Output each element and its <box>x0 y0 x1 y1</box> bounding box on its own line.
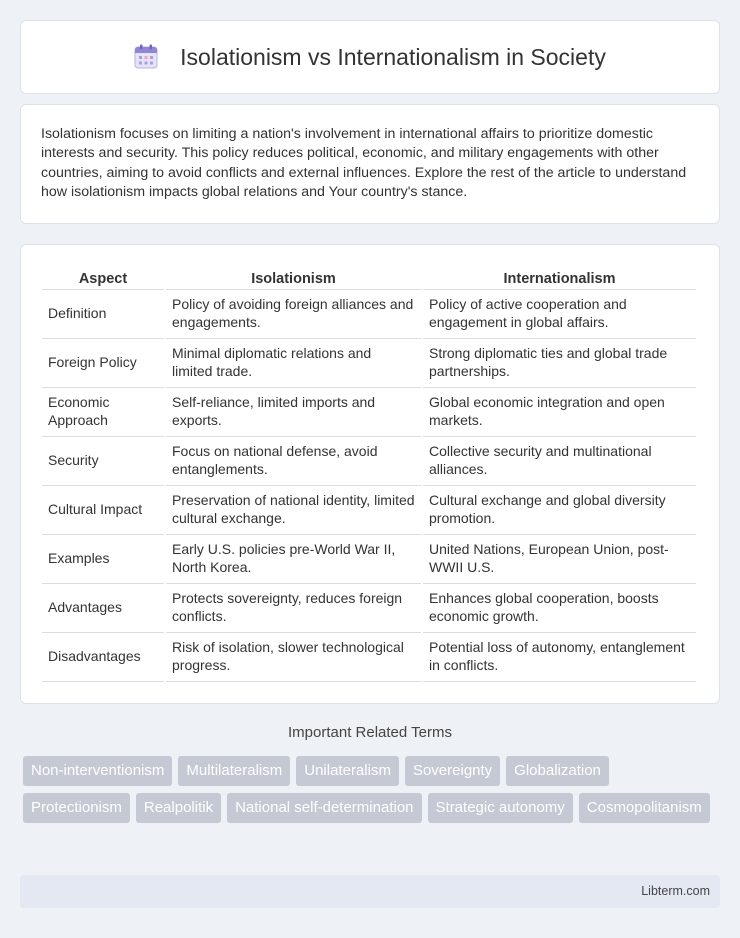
table-row <box>42 290 696 339</box>
table-row <box>42 339 696 388</box>
related-term-tag[interactable]: Multilateralism <box>178 756 290 786</box>
aspect-cell: Economic Approach <box>42 388 164 437</box>
footer <box>20 875 720 908</box>
footer-brand-link[interactable]: Libterm.com <box>641 884 710 898</box>
table-header-row <box>42 265 696 290</box>
aspect-cell: Cultural Impact <box>42 486 164 535</box>
internationalism-cell: Collective security and multinational alliances. <box>423 437 696 486</box>
related-term-tag[interactable]: Sovereignty <box>405 756 500 786</box>
table-row <box>42 486 696 535</box>
aspect-cell: Advantages <box>42 584 164 633</box>
isolationism-cell: Risk of isolation, slower technological progress. <box>166 633 421 682</box>
column-header-internationalism: Internationalism <box>423 265 696 290</box>
aspect-cell: Security <box>42 437 164 486</box>
internationalism-cell: Strong diplomatic ties and global trade partnerships. <box>423 339 696 388</box>
internationalism-cell: Policy of active cooperation and engagement in global affairs. <box>423 290 696 339</box>
internationalism-cell: Potential loss of autonomy, entanglement in conflicts. <box>423 633 696 682</box>
page-title: Isolationism vs Internationalism in Society <box>180 43 606 70</box>
isolationism-cell: Policy of avoiding foreign alliances and engagements. <box>166 290 421 339</box>
internationalism-cell: Cultural exchange and global diversity promotion. <box>423 486 696 535</box>
comparison-table <box>40 265 698 682</box>
comparison-table-card <box>20 244 720 704</box>
table-row <box>42 437 696 486</box>
related-term-tag[interactable]: Globalization <box>506 756 609 786</box>
aspect-cell: Definition <box>42 290 164 339</box>
related-terms-heading: Important Related Terms <box>288 724 452 741</box>
related-term-tag[interactable]: Non-interventionism <box>23 756 172 786</box>
isolationism-cell: Focus on national defense, avoid entanglements. <box>166 437 421 486</box>
table-row <box>42 535 696 584</box>
table-row <box>42 633 696 682</box>
related-term-tag[interactable]: Cosmopolitanism <box>579 793 710 823</box>
related-terms-list <box>23 756 723 830</box>
intro-paragraph: Isolationism focuses on limiting a nation's involvement in international affairs to prioritize domestic interests and security. This policy reduces political, economic, and military engagements with other countries, aiming to avoid conflicts and external influences. Explore the rest of the article to understand how isolationism impacts global relations and Your country's stance. <box>41 126 687 201</box>
related-term-tag[interactable]: Strategic autonomy <box>428 793 573 823</box>
isolationism-cell: Self-reliance, limited imports and exports. <box>166 388 421 437</box>
internationalism-cell: United Nations, European Union, post-WWII U.S. <box>423 535 696 584</box>
internationalism-cell: Enhances global cooperation, boosts economic growth. <box>423 584 696 633</box>
column-header-isolationism: Isolationism <box>166 265 421 290</box>
table-row <box>42 584 696 633</box>
related-term-tag[interactable]: Unilateralism <box>296 756 399 786</box>
intro-card <box>20 104 720 224</box>
aspect-cell: Disadvantages <box>42 633 164 682</box>
aspect-cell: Examples <box>42 535 164 584</box>
internationalism-cell: Global economic integration and open markets. <box>423 388 696 437</box>
isolationism-cell: Protects sovereignty, reduces foreign conflicts. <box>166 584 421 633</box>
table-row <box>42 388 696 437</box>
aspect-cell: Foreign Policy <box>42 339 164 388</box>
related-term-tag[interactable]: Realpolitik <box>136 793 221 823</box>
title-card <box>20 20 720 94</box>
isolationism-cell: Preservation of national identity, limited cultural exchange. <box>166 486 421 535</box>
related-term-tag[interactable]: Protectionism <box>23 793 130 823</box>
column-header-aspect: Aspect <box>42 265 164 290</box>
related-term-tag[interactable]: National self-determination <box>227 793 421 823</box>
calendar-icon <box>134 44 158 70</box>
isolationism-cell: Early U.S. policies pre-World War II, North Korea. <box>166 535 421 584</box>
isolationism-cell: Minimal diplomatic relations and limited trade. <box>166 339 421 388</box>
